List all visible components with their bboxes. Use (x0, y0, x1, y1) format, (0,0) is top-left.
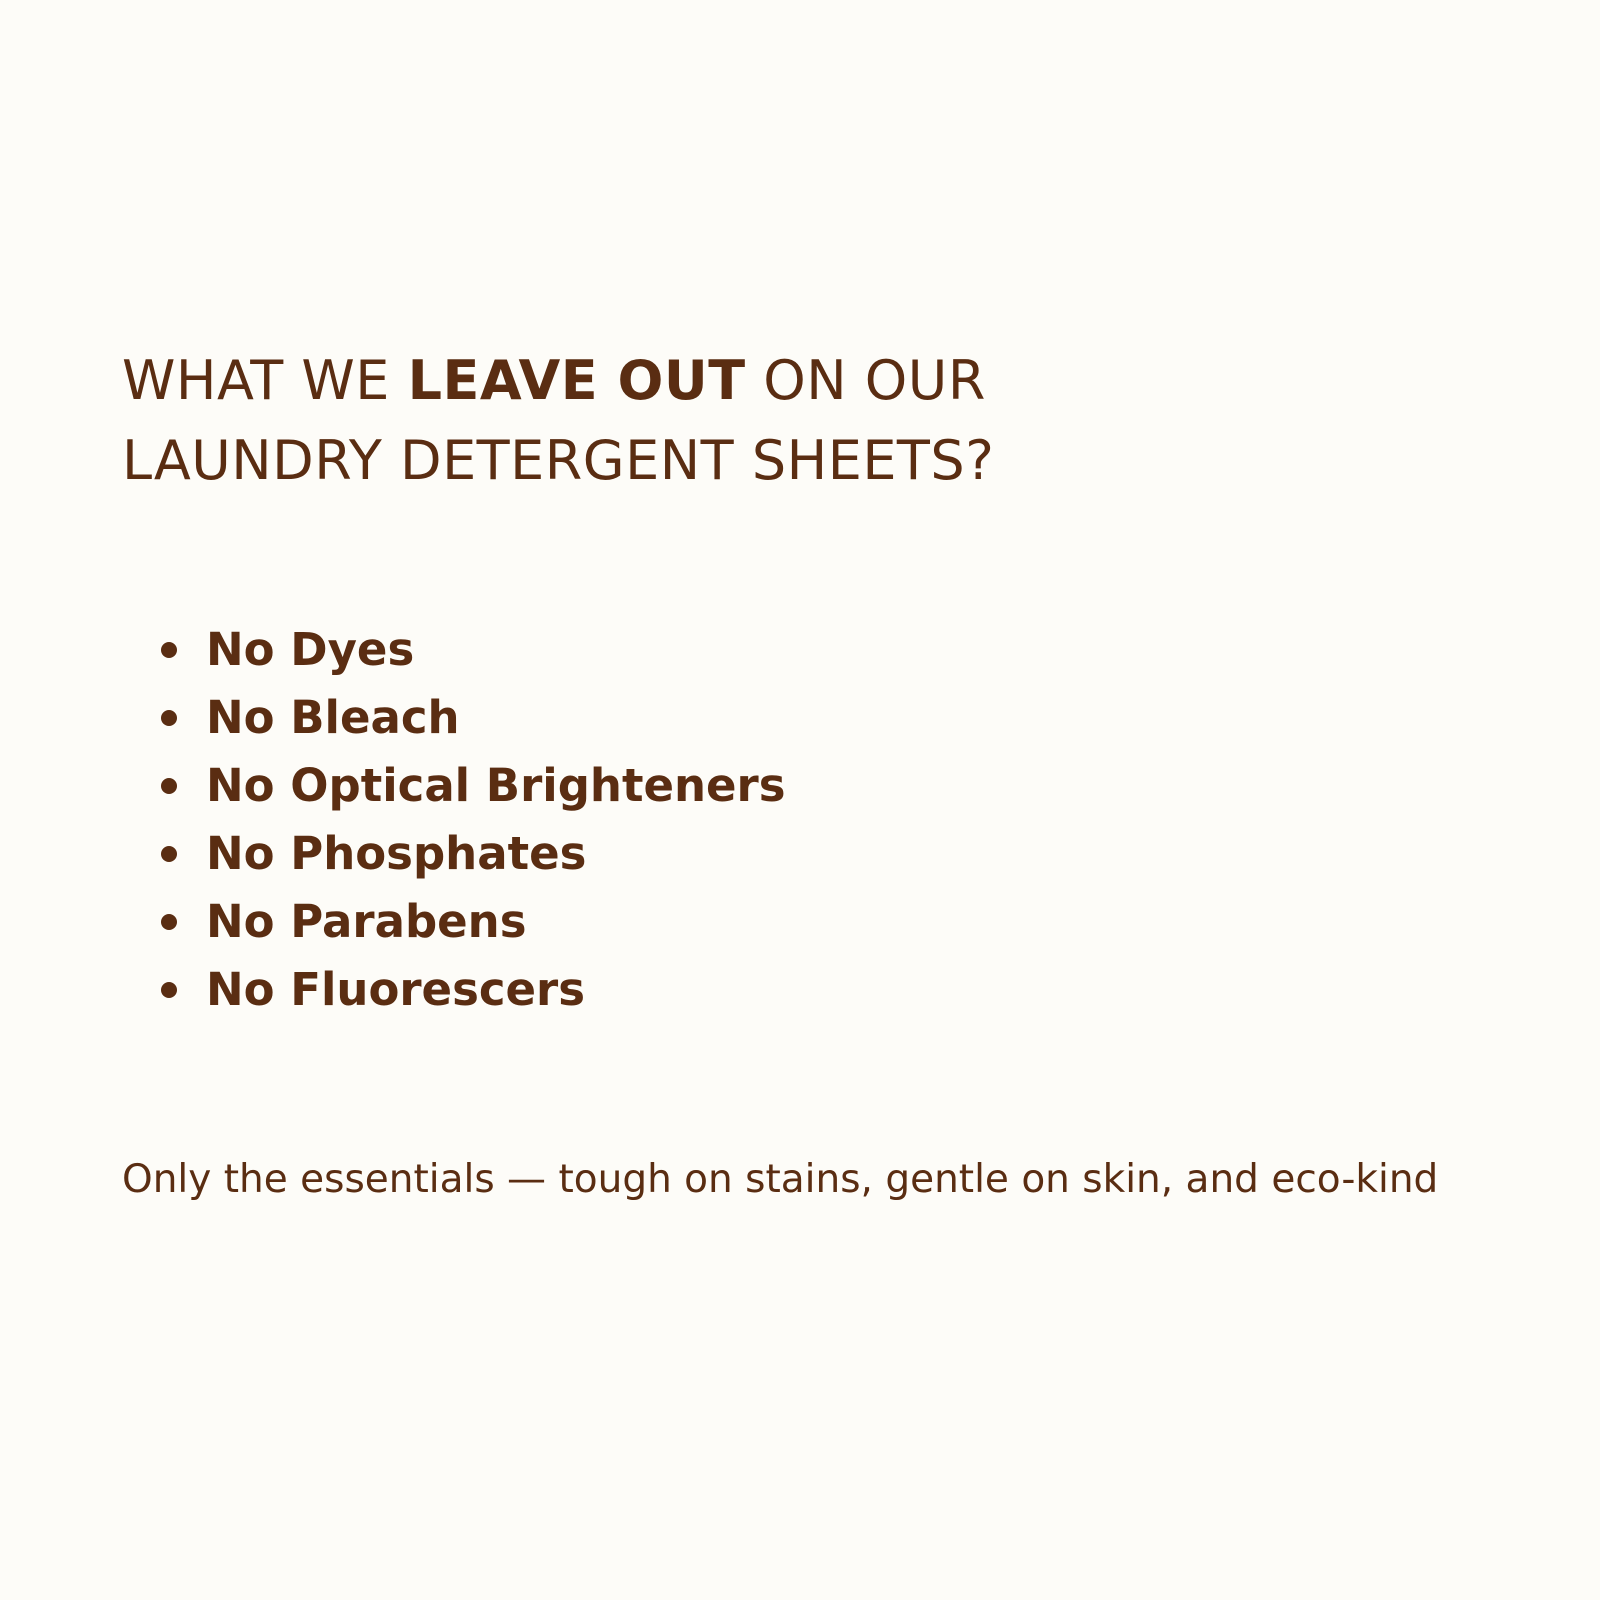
bullet-icon (161, 982, 177, 998)
list-item (158, 820, 786, 888)
bullet-icon (161, 778, 177, 794)
bullet-icon (161, 710, 177, 726)
heading-line-2: LAUNDRY DETERGENT SHEETS? (122, 429, 995, 492)
bullet-icon (161, 914, 177, 930)
page-heading (122, 341, 994, 501)
list-item (158, 888, 786, 956)
excluded-ingredients-list (158, 616, 786, 1024)
bullet-icon (161, 642, 177, 658)
list-item (158, 956, 786, 1024)
heading-text-start: WHAT WE (122, 349, 408, 412)
list-item-label: No Parabens (206, 895, 527, 948)
list-item (158, 752, 786, 820)
list-item (158, 616, 786, 684)
heading-line-1 (122, 341, 994, 421)
list-item-label: No Dyes (206, 623, 415, 676)
list-item-label: No Fluorescers (206, 963, 586, 1016)
list-item-label: No Phosphates (206, 827, 587, 880)
bullet-icon (161, 846, 177, 862)
list-item (158, 684, 786, 752)
heading-text-end: ON OUR (745, 349, 986, 412)
heading-emphasis: LEAVE OUT (407, 349, 746, 412)
list-item-label: No Optical Brighteners (206, 759, 786, 812)
list-item-label: No Bleach (206, 691, 460, 744)
tagline: Only the essentials — tough on stains, gentle on skin, and eco-kind (122, 1157, 1439, 1202)
